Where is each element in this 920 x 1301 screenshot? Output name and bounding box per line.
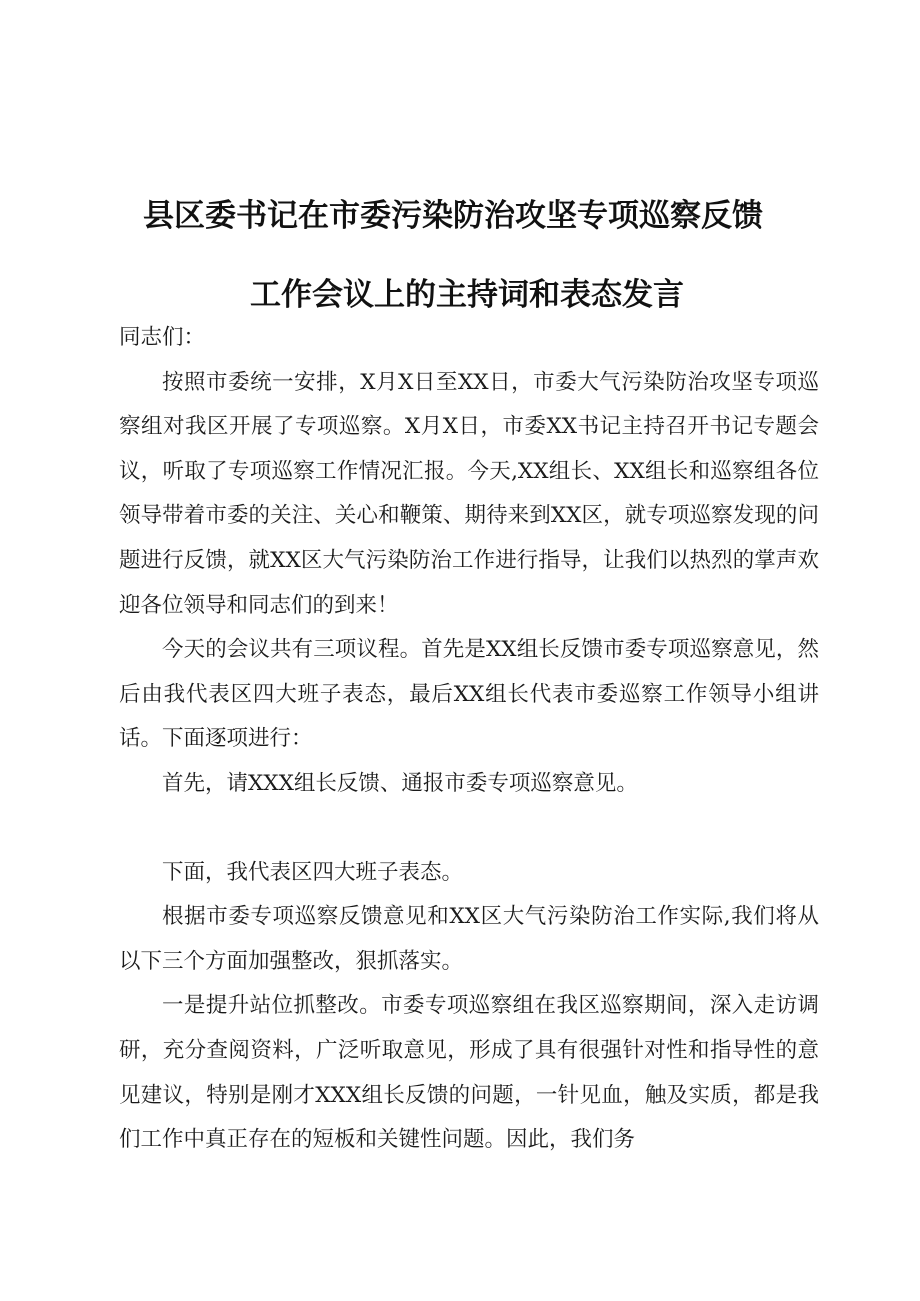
paragraph-statement-intro: 下面，我代表区四大班子表态。 — [162, 859, 464, 885]
paragraph-gap — [119, 807, 819, 851]
paragraph-agenda: 今天的会议共有三项议程。首先是XX组长反馈市委专项巡察意见，然后由我代表区四大班子表态，最后XX组长代表市委巡察工作领导小组讲话。下面逐项进行： — [119, 637, 819, 752]
document-title-line-2: 工作会议上的主持词和表态发言 — [250, 277, 684, 313]
paragraph-three-aspects: 根据市委专项巡察反馈意见和XX区大气污染防治工作实际,我们将从以下三个方面加强整改，狠抓落实。 — [119, 904, 819, 974]
salutation: 同志们： — [119, 325, 206, 350]
document-title-line-1: 县区委书记在市委污染防治攻坚专项巡察反馈 — [143, 198, 763, 234]
paragraph-first-item: 首先，请XXX组长反馈、通报市委专项巡察意见。 — [162, 770, 638, 796]
paragraph-point-one: 一是提升站位抓整改。市委专项巡察组在我区巡察期间，深入走访调研，充分查阅资料，广泛听取意见，形成了具有很强针对性和指导性的意见建议，特别是刚才XXX组长反馈的问题，一针见血，触及实质，都是我们工作中真正存在的短板和关键性问题。因此，我们务 — [119, 993, 819, 1153]
paragraph-intro: 按照市委统一安排，X月X日至XX日，市委大气污染防治攻坚专项巡察组对我区开展了专项巡察。X月X日，市委XX书记主持召开书记专题会议，听取了专项巡察工作情况汇报。今天,XX组长、XX组长和巡察组各位领导带着市委的关注、关心和鞭策、期待来到XX区，就专项巡察发现的问题进行反馈，就XX区大气污染防治工作进行指导，让我们以热烈的掌声欢迎各位领导和同志们的到来！ — [119, 369, 819, 618]
document-body — [119, 316, 819, 1163]
